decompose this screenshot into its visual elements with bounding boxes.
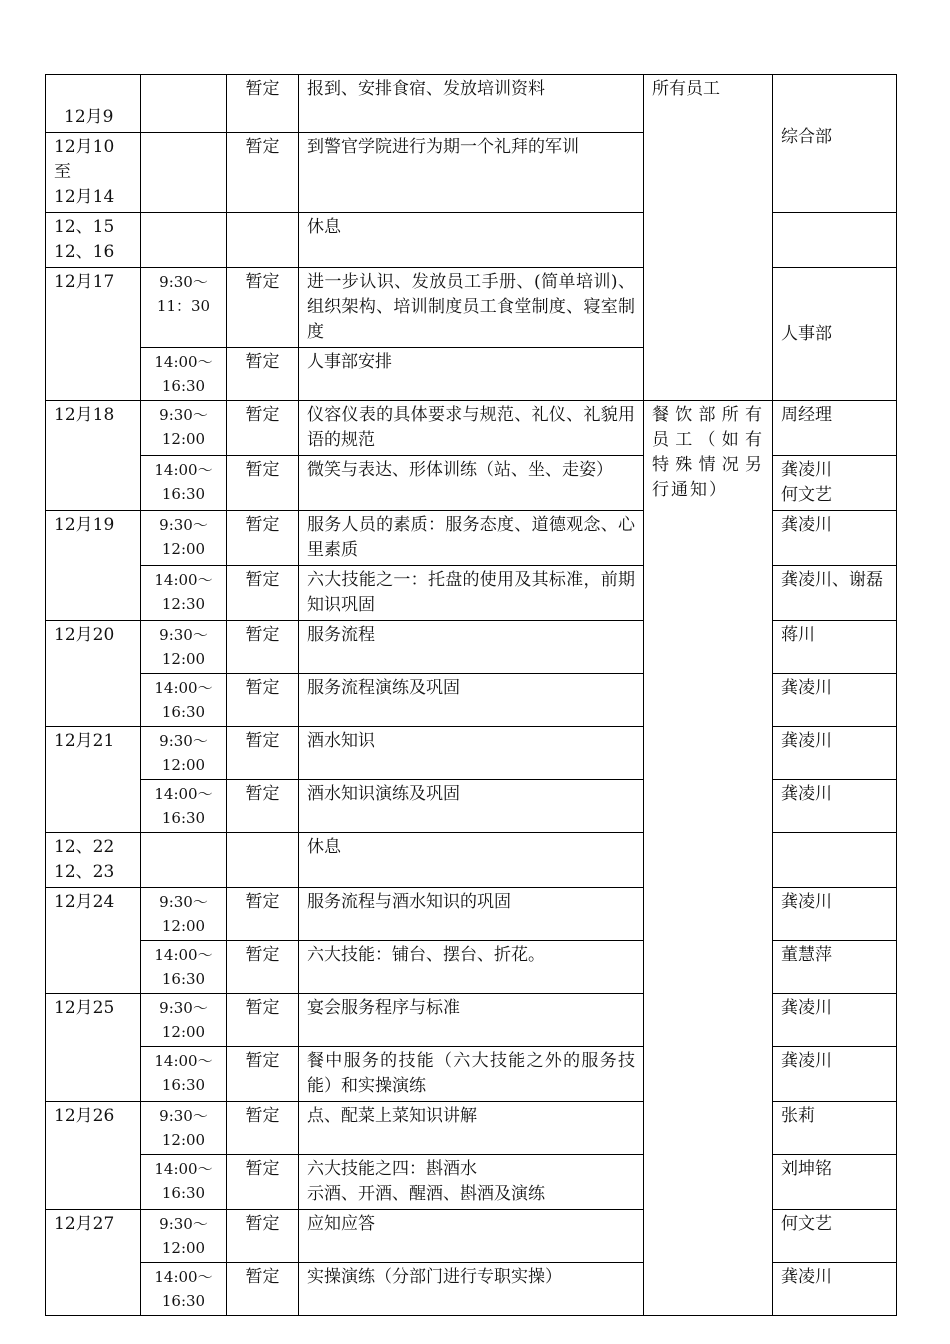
date-text: 12月27 <box>54 1214 115 1234</box>
time-text: 16:30 <box>161 809 206 827</box>
presenter-text: 何文艺 <box>781 1214 832 1234</box>
presenter-text: 龚凌川 <box>781 1267 832 1287</box>
status-cell: 暂定 <box>227 133 299 213</box>
rest-cell: 休息 <box>299 213 644 268</box>
date-text: 12月26 <box>54 1106 115 1126</box>
time-text: 9:30～ <box>159 516 208 534</box>
time-cell <box>141 941 227 994</box>
presenter-cell <box>773 994 897 1047</box>
content-text: 微笑与表达、形体训练（站、坐、走姿） <box>307 460 613 480</box>
time-text: 9:30～ <box>159 732 208 750</box>
presenter-text: 周经理 <box>781 405 832 425</box>
time-text: 9:30～ <box>159 1215 208 1233</box>
presenter-cell <box>773 1263 897 1316</box>
time-text: 16:30 <box>161 485 206 503</box>
date-text: 12月9 <box>64 107 114 127</box>
status-cell <box>227 213 299 268</box>
presenter-cell <box>773 1047 897 1102</box>
status-cell: 暂定 <box>227 888 299 941</box>
date-text: 12月10 <box>54 137 115 157</box>
time-cell <box>141 456 227 511</box>
status-cell: 暂定 <box>227 1155 299 1210</box>
date-cell <box>46 401 141 511</box>
presenter-text: 龚凌川 <box>781 678 832 698</box>
time-text: 9:30～ <box>159 999 208 1017</box>
date-text: 12、23 <box>54 862 115 882</box>
time-text: 12:00 <box>161 540 206 558</box>
status-cell: 暂定 <box>227 1102 299 1155</box>
presenter-text: 龚凌川 <box>781 1051 832 1071</box>
time-text: 16:30 <box>161 703 206 721</box>
time-text: 14:00～ <box>154 1268 213 1286</box>
presenter-cell <box>773 621 897 674</box>
time-text: 16:30 <box>161 377 206 395</box>
status-cell: 暂定 <box>227 727 299 780</box>
training-schedule-table <box>45 74 897 1316</box>
presenter-text: 龚凌川 <box>781 731 832 751</box>
date-text: 12月14 <box>54 187 115 207</box>
status-cell: 暂定 <box>227 566 299 621</box>
dept-cell-empty <box>773 213 897 268</box>
status-cell: 暂定 <box>227 268 299 348</box>
rest-cell: 休息 <box>299 833 644 888</box>
time-cell <box>141 268 227 348</box>
content-text: 六大技能之一：托盘的使用及其标准，前期 知识巩固 <box>307 570 635 615</box>
date-text: 12、16 <box>54 242 115 262</box>
date-text: 12月17 <box>54 272 115 292</box>
content-cell <box>299 1047 644 1102</box>
content-cell <box>299 456 644 511</box>
time-text: 12:00 <box>161 756 206 774</box>
time-cell <box>141 1047 227 1102</box>
time-text: 12:30 <box>161 595 206 613</box>
content-text: 进一步认识、发放员工手册、(简单培训)、组织架构、培训制度员工食堂制度、寝室制度 <box>307 272 635 342</box>
status-cell: 暂定 <box>227 75 299 133</box>
status-cell: 暂定 <box>227 621 299 674</box>
presenter-text: 龚凌川 <box>781 515 832 535</box>
time-cell <box>141 1155 227 1210</box>
date-cell <box>46 213 141 268</box>
presenter-text: 龚凌川 <box>781 998 832 1018</box>
content-text: 服务流程与酒水知识的巩固 <box>307 892 511 912</box>
content-text: 六大技能之四：斟酒水 <box>307 1159 477 1179</box>
status-cell: 暂定 <box>227 1263 299 1316</box>
status-cell: 暂定 <box>227 994 299 1047</box>
time-cell <box>141 727 227 780</box>
presenter-cell <box>773 566 897 621</box>
time-cell <box>141 213 227 268</box>
time-cell <box>141 75 227 133</box>
time-text: 14:00～ <box>154 461 213 479</box>
presenter-text: 刘坤铭 <box>781 1159 832 1179</box>
time-cell <box>141 1210 227 1263</box>
status-cell: 暂定 <box>227 456 299 511</box>
date-text: 12月20 <box>54 625 115 645</box>
content-text: 报到、安排食宿、发放培训资料 <box>307 79 545 99</box>
time-cell <box>141 780 227 833</box>
date-text: 12月21 <box>54 731 115 751</box>
content-text: 点、配菜上菜知识讲解 <box>307 1106 477 1126</box>
presenter-text: 龚凌川 <box>781 460 832 480</box>
time-text: 12:00 <box>161 1023 206 1041</box>
attendees-cell: 所有员工 <box>644 75 773 401</box>
presenter-text: 何文艺 <box>781 485 832 505</box>
content-text: 宴会服务程序与标准 <box>307 998 460 1018</box>
time-text: 16:30 <box>161 1292 206 1310</box>
time-text: 16:30 <box>161 1184 206 1202</box>
presenter-cell <box>773 401 897 456</box>
schedule-row <box>46 401 897 456</box>
time-text: 12:00 <box>161 650 206 668</box>
content-cell <box>299 727 644 780</box>
date-cell <box>46 994 141 1102</box>
time-text: 14:00～ <box>154 946 213 964</box>
status-cell: 暂定 <box>227 401 299 456</box>
presenter-cell <box>773 941 897 994</box>
time-cell <box>141 401 227 456</box>
content-text: 到警官学院进行为期一个礼拜的军训 <box>307 137 579 157</box>
content-text: 服务流程演练及巩固 <box>307 678 460 698</box>
content-cell <box>299 1102 644 1155</box>
time-cell <box>141 133 227 213</box>
status-cell: 暂定 <box>227 1047 299 1102</box>
date-text: 12月19 <box>54 515 115 535</box>
time-text: 12:00 <box>161 1239 206 1257</box>
dept-cell-empty <box>773 833 897 888</box>
time-cell <box>141 994 227 1047</box>
content-cell <box>299 1263 644 1316</box>
date-text: 12、22 <box>54 837 115 857</box>
presenter-cell <box>773 456 897 511</box>
date-cell <box>46 833 141 888</box>
time-cell <box>141 888 227 941</box>
time-cell <box>141 621 227 674</box>
time-text: 14:00～ <box>154 571 213 589</box>
time-text: 14:00～ <box>154 1160 213 1178</box>
date-cell <box>46 75 141 133</box>
content-cell <box>299 348 644 401</box>
time-text: 16:30 <box>161 1076 206 1094</box>
presenter-text: 蒋川 <box>781 625 815 645</box>
status-cell: 暂定 <box>227 941 299 994</box>
content-text: 酒水知识演练及巩固 <box>307 784 460 804</box>
status-cell: 暂定 <box>227 780 299 833</box>
date-text: 12月25 <box>54 998 115 1018</box>
time-text: 14:00～ <box>154 1052 213 1070</box>
date-cell <box>46 268 141 401</box>
presenter-text: 龚凌川 <box>781 784 832 804</box>
date-cell <box>46 621 141 727</box>
date-cell <box>46 1210 141 1316</box>
time-text: 9:30～ <box>159 1107 208 1125</box>
attendees-cell: 餐饮部所有员工（如有特殊情况另行通知） <box>644 401 773 1316</box>
date-cell <box>46 888 141 994</box>
content-cell <box>299 268 644 348</box>
content-text: 餐中服务的技能（六大技能之外的服务技能）和实操演练 <box>307 1051 635 1096</box>
date-text: 12月24 <box>54 892 115 912</box>
time-text: 16:30 <box>161 970 206 988</box>
content-text: 人事部安排 <box>307 352 392 372</box>
time-cell <box>141 1102 227 1155</box>
time-cell <box>141 674 227 727</box>
content-cell <box>299 1210 644 1263</box>
content-text: 实操演练（分部门进行专职实操） <box>307 1267 562 1287</box>
content-text: 示酒、开酒、醒酒、斟酒及演练 <box>307 1184 545 1204</box>
content-text: 应知应答 <box>307 1214 375 1234</box>
date-text: 12、15 <box>54 217 115 237</box>
presenter-cell <box>773 780 897 833</box>
content-cell <box>299 941 644 994</box>
presenter-cell <box>773 674 897 727</box>
time-text: 14:00～ <box>154 353 213 371</box>
status-cell: 暂定 <box>227 511 299 566</box>
status-cell: 暂定 <box>227 348 299 401</box>
presenter-cell <box>773 727 897 780</box>
presenter-text: 董慧萍 <box>781 945 832 965</box>
content-cell <box>299 994 644 1047</box>
date-cell <box>46 1102 141 1210</box>
content-cell <box>299 674 644 727</box>
time-text: 12:00 <box>161 917 206 935</box>
dept-cell: 综合部 <box>773 75 897 213</box>
content-cell <box>299 401 644 456</box>
time-text: 9:30～ <box>159 893 208 911</box>
time-cell <box>141 833 227 888</box>
time-text: 12:00 <box>161 430 206 448</box>
presenter-text: 龚凌川、谢磊 <box>781 570 883 590</box>
presenter-cell <box>773 888 897 941</box>
status-cell: 暂定 <box>227 674 299 727</box>
time-text: 14:00～ <box>154 679 213 697</box>
content-text: 服务人员的素质：服务态度、道德观念、心里素质 <box>307 515 635 560</box>
dept-cell: 人事部 <box>773 268 897 401</box>
date-cell <box>46 133 141 213</box>
content-cell <box>299 780 644 833</box>
time-cell <box>141 348 227 401</box>
schedule-row <box>46 75 897 133</box>
content-cell <box>299 133 644 213</box>
time-cell <box>141 511 227 566</box>
time-text: 14:00～ <box>154 785 213 803</box>
content-cell <box>299 1155 644 1210</box>
date-cell <box>46 511 141 621</box>
content-text: 酒水知识 <box>307 731 375 751</box>
presenter-text: 龚凌川 <box>781 892 832 912</box>
content-cell <box>299 511 644 566</box>
time-cell <box>141 1263 227 1316</box>
content-text: 六大技能：铺台、摆台、折花。 <box>307 945 545 965</box>
presenter-cell <box>773 1210 897 1263</box>
date-text: 至 <box>54 162 71 182</box>
time-text: 11：30 <box>156 297 211 315</box>
date-cell <box>46 727 141 833</box>
content-text: 服务流程 <box>307 625 375 645</box>
presenter-cell <box>773 1102 897 1155</box>
time-text: 9:30～ <box>159 273 208 291</box>
content-cell <box>299 75 644 133</box>
content-text: 仪容仪表的具体要求与规范、礼仪、礼貌用语的规范 <box>307 405 635 450</box>
time-text: 9:30～ <box>159 406 208 424</box>
content-cell <box>299 888 644 941</box>
date-text: 12月18 <box>54 405 115 425</box>
status-cell <box>227 833 299 888</box>
status-cell: 暂定 <box>227 1210 299 1263</box>
content-cell <box>299 566 644 621</box>
content-cell <box>299 621 644 674</box>
time-text: 9:30～ <box>159 626 208 644</box>
presenter-cell <box>773 511 897 566</box>
time-cell <box>141 566 227 621</box>
presenter-text: 张莉 <box>781 1106 815 1126</box>
time-text: 12:00 <box>161 1131 206 1149</box>
presenter-cell <box>773 1155 897 1210</box>
